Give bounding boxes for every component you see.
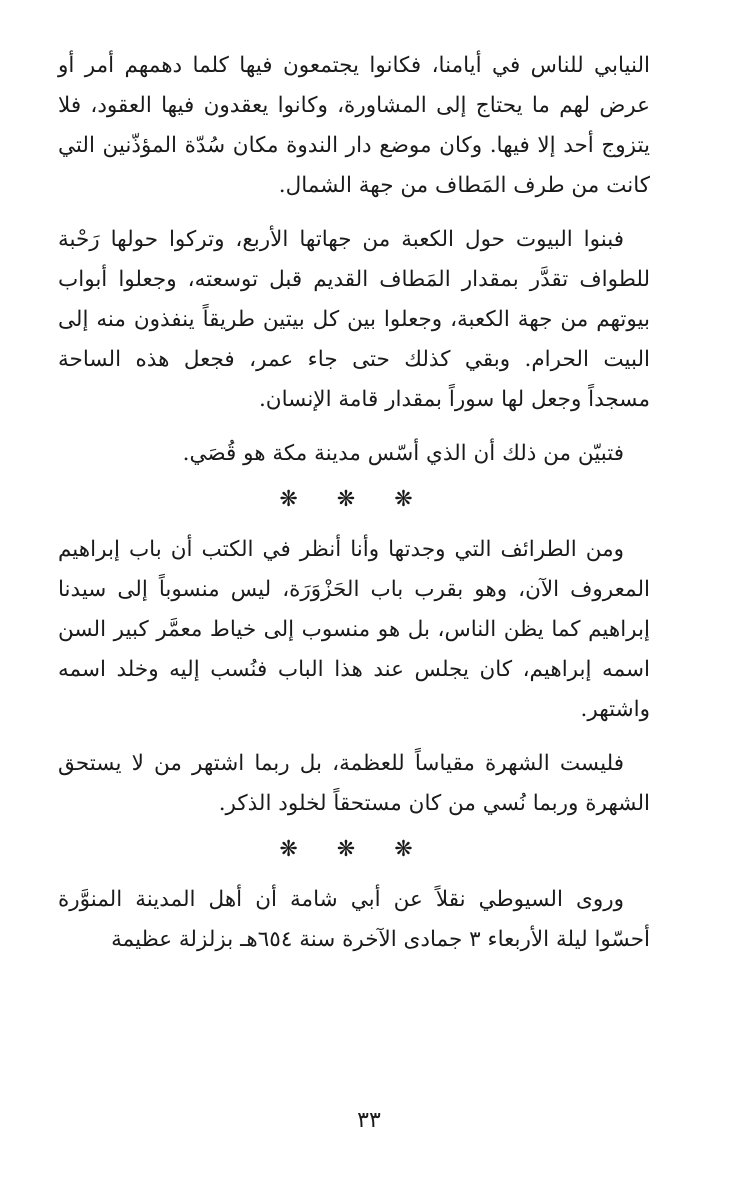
paragraph-dar-al-nadwa: النيابي للناس في أيامنا، فكانوا يجتمعون فيها كلما دهمهم أمر أو عرض لهم ما يحتاج إلى المشاورة، وكانوا يعقدون فيها العقود، فلا يتزوج أحد إلا فيها. وكان موضع دار الندوة مكان سُدّة المؤذّنين التي كانت من طرف المَطاف من جهة الشمال.: [58, 53, 650, 198]
paragraph-fame-measure: فليست الشهرة مقياساً للعظمة، بل ربما اشتهر من لا يستحق الشهرة وربما نُسي من كان مستحقاً لخلود الذكر.: [58, 751, 650, 816]
paragraph-bab-ibrahim: ومن الطرائف التي وجدتها وأنا أنظر في الكتب أن باب إبراهيم المعروف الآن، وهو بقرب باب الحَزْوَرَة، ليس منسوباً إلى سيدنا إبراهيم كما يظن الناس، بل هو منسوب إلى خياط معمَّر كبير السن اسمه إبراهيم، كان يجلس عند هذا الباب فنُسب إليه وخلد اسمه واشتهر.: [58, 537, 650, 722]
paragraph-suyuti-earthquake: وروى السيوطي نقلاً عن أبي شامة أن أهل المدينة المنوَّرة أحسّوا ليلة الأربعاء ٣ جمادى الآخرة سنة ٦٥٤هـ بزلزلة عظيمة: [58, 887, 650, 952]
paragraph-qusay-founder: فتبيّن من ذلك أن الذي أسّس مدينة مكة هو قُصَي.: [182, 441, 624, 466]
section-separator: ❋ ❋ ❋: [279, 487, 429, 512]
paragraph-houses-around-kaaba: فبنوا البيوت حول الكعبة من جهاتها الأربع، وتركوا حولها رَحْبة للطواف تقدَّر بمقدار المَطاف القديم قبل توسعته، وجعلوا أبواب بيوتهم من جهة الكعبة، وجعلوا بين كل بيتين طريقاً ينفذون منه إلى البيت الحرام. وبقي كذلك حتى جاء عمر، فجعل هذه الساحة مسجداً وجعل لها سوراً بمقدار قامة الإنسان.: [58, 227, 650, 412]
section-separator: ❋ ❋ ❋: [279, 837, 429, 862]
page-body: [58, 46, 650, 960]
page-number: ٣٣: [357, 1108, 381, 1133]
